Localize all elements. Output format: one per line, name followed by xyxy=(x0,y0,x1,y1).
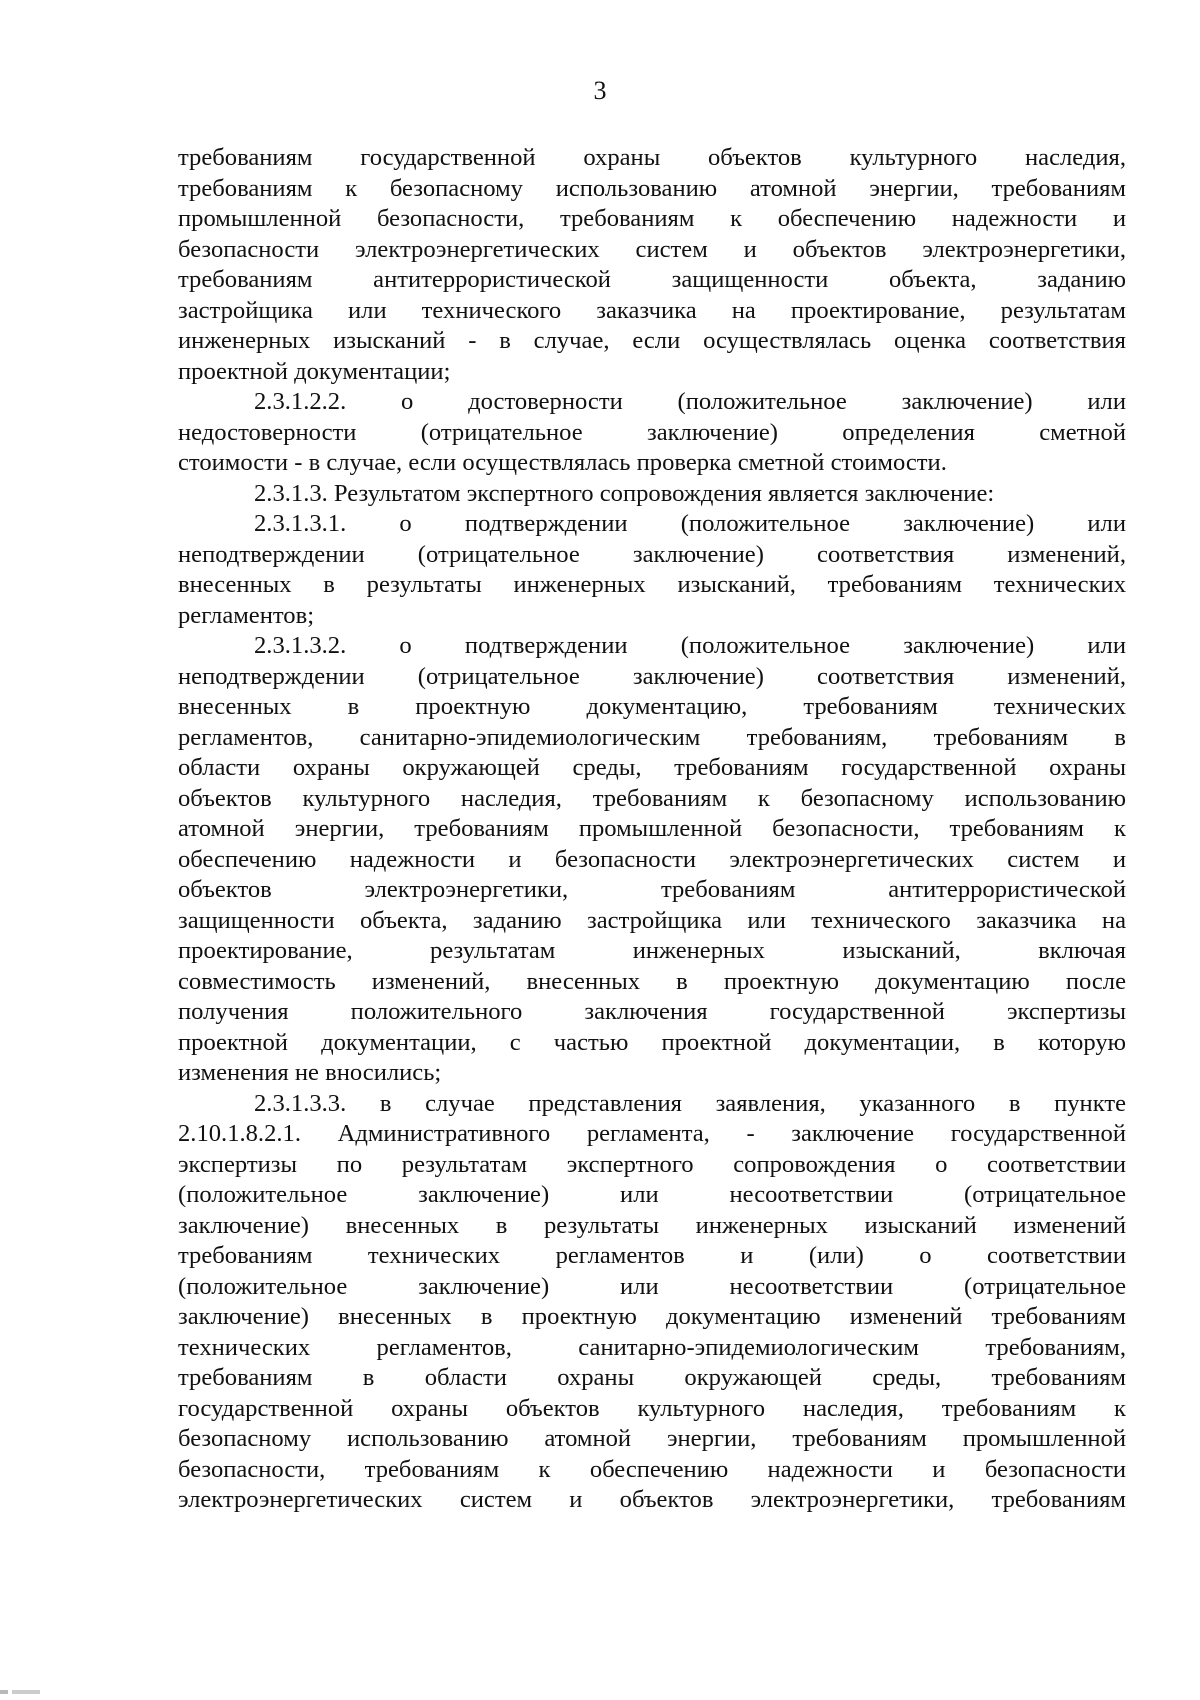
text-line: безопасному использованию атомной энергии, требованиям промышленной xyxy=(178,1425,1126,1452)
text-line: регламентов, санитарно-эпидемиологическим требованиям, требованиям в xyxy=(178,723,1126,751)
text-line: 2.3.1.3.3. в случае представления заявления, указанного в пункте xyxy=(254,1089,1126,1117)
text-line: требованиям в области охраны окружающей среды, требованиям xyxy=(178,1364,1126,1391)
text-line: экспертизы по результатам экспертного сопровождения о соответствии xyxy=(178,1150,1126,1178)
text-line: застройщика или технического заказчика на проектирование, результатам xyxy=(178,296,1126,324)
text-line: совместимость изменений, внесенных в проектную документацию после xyxy=(178,967,1126,995)
document-body xyxy=(178,143,1126,1516)
text-line: недостоверности (отрицательное заключение) определения сметной xyxy=(178,418,1126,446)
text-line: обеспечению надежности и безопасности электроэнергетических систем и xyxy=(178,845,1126,873)
text-line: 2.3.1.2.2. о достоверности (положительное заключение) или xyxy=(254,388,1126,415)
text-line: 2.10.1.8.2.1. Административного регламента, - заключение государственной xyxy=(178,1120,1126,1147)
text-line: (положительное заключение) или несоответствии (отрицательное xyxy=(178,1181,1126,1208)
text-line: объектов культурного наследия, требованиям к безопасному использованию xyxy=(178,784,1126,812)
text-line: безопасности, требованиям к обеспечению надежности и безопасности xyxy=(178,1455,1126,1483)
text-line: инженерных изысканий - в случае, если осуществлялась оценка соответствия xyxy=(178,327,1126,354)
text-line: заключение) внесенных в проектную документацию изменений требованиям xyxy=(178,1303,1126,1330)
text-line: неподтверждении (отрицательное заключение) соответствия изменений, xyxy=(178,662,1126,690)
text-line: атомной энергии, требованиям промышленной безопасности, требованиям к xyxy=(178,815,1126,842)
scan-edge-mark xyxy=(0,1690,70,1694)
text-line: 2.3.1.3. Результатом экспертного сопровождения является заключение: xyxy=(254,479,995,507)
page-number: 3 xyxy=(593,76,607,105)
text-line: проектирование, результатам инженерных изысканий, включая xyxy=(178,937,1126,964)
text-line: требованиям антитеррористической защищенности объекта, заданию xyxy=(178,266,1126,293)
text-line: проектной документации, с частью проектной документации, в которую xyxy=(178,1028,1126,1056)
text-line: объектов электроэнергетики, требованиям антитеррористической xyxy=(178,876,1126,903)
text-line: области охраны окружающей среды, требованиям государственной охраны xyxy=(178,754,1126,781)
text-line: внесенных в проектную документацию, требованиям технических xyxy=(178,693,1126,720)
text-line: безопасности электроэнергетических систем и объектов электроэнергетики, xyxy=(178,235,1126,263)
text-line: технических регламентов, санитарно-эпидемиологическим требованиям, xyxy=(178,1333,1126,1361)
text-line: изменения не вносились; xyxy=(178,1059,442,1086)
text-line: внесенных в результаты инженерных изысканий, требованиям технических xyxy=(178,571,1126,598)
text-line: государственной охраны объектов культурного наследия, требованиям к xyxy=(178,1394,1126,1422)
text-line: 2.3.1.3.2. о подтверждении (положительное заключение) или xyxy=(254,632,1126,659)
text-line: требованиям государственной охраны объектов культурного наследия, xyxy=(178,144,1126,171)
text-line: (положительное заключение) или несоответствии (отрицательное xyxy=(178,1272,1126,1300)
text-line: промышленной безопасности, требованиям к обеспечению надежности и xyxy=(178,205,1126,232)
text-line: электроэнергетических систем и объектов электроэнергетики, требованиям xyxy=(178,1486,1126,1513)
text-line: стоимости - в случае, если осуществлялась проверка сметной стоимости. xyxy=(178,449,947,476)
text-line: получения положительного заключения государственной экспертизы xyxy=(178,998,1126,1025)
text-line: неподтверждении (отрицательное заключение) соответствия изменений, xyxy=(178,540,1126,568)
text-line: защищенности объекта, заданию застройщика или технического заказчика на xyxy=(178,906,1126,934)
text-line: требованиям к безопасному использованию атомной энергии, требованиям xyxy=(178,174,1126,202)
text-line: 2.3.1.3.1. о подтверждении (положительное заключение) или xyxy=(254,510,1126,537)
text-line: регламентов; xyxy=(178,601,315,629)
text-line: требованиям технических регламентов и (или) о соответствии xyxy=(178,1242,1126,1269)
text-line: заключение) внесенных в результаты инженерных изысканий изменений xyxy=(178,1211,1126,1239)
text-line: проектной документации; xyxy=(178,357,451,385)
